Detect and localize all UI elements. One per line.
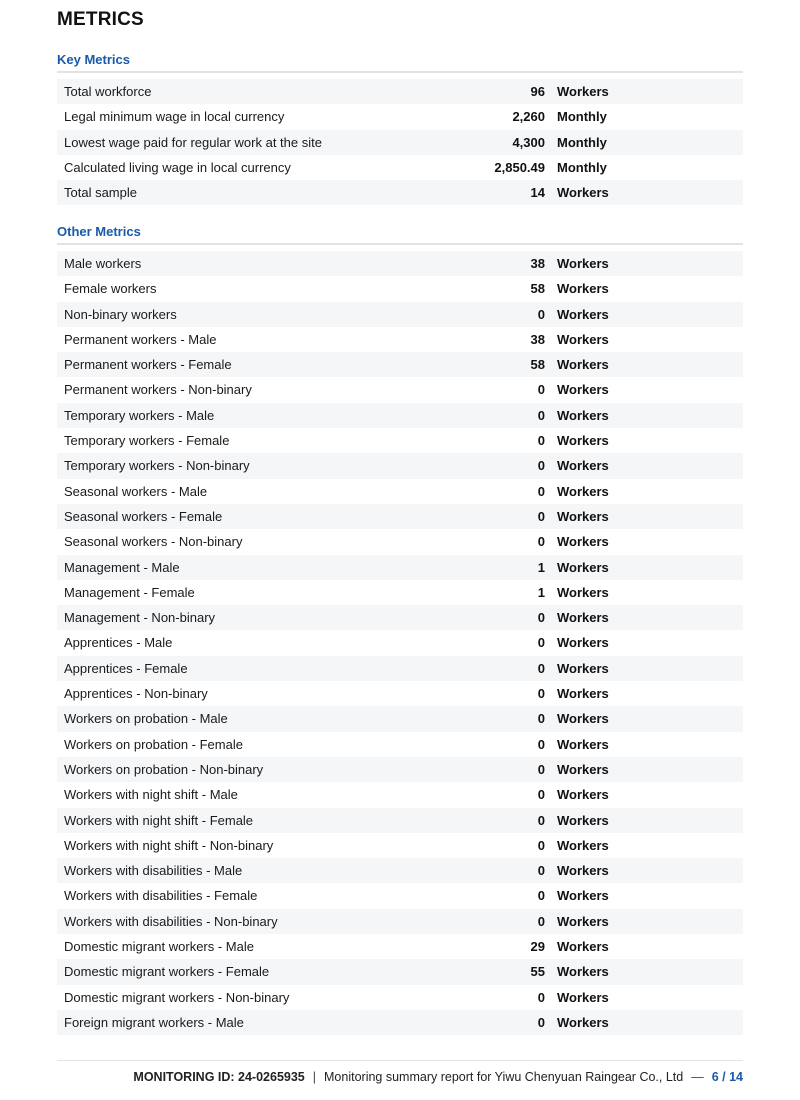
table-row (57, 681, 743, 706)
metric-label: Non-binary workers (64, 306, 177, 322)
metric-label: Management - Non-binary (64, 610, 216, 626)
metric-value: 0 (537, 686, 545, 702)
metric-unit: Workers (557, 610, 609, 626)
table-row (57, 504, 743, 529)
metric-label: Seasonal workers - Non-binary (64, 534, 243, 550)
table-row (57, 706, 743, 731)
metric-value: 0 (537, 863, 545, 879)
metric-unit: Workers (557, 433, 609, 449)
metric-unit: Workers (557, 584, 609, 600)
metric-unit: Workers (557, 939, 609, 955)
metric-value: 1 (537, 559, 545, 575)
metric-unit: Workers (557, 837, 609, 853)
metric-label: Female workers (64, 281, 157, 297)
metric-label: Apprentices - Male (64, 635, 173, 651)
table-row (57, 327, 743, 352)
table-row (57, 985, 743, 1010)
metric-label: Workers with night shift - Female (64, 812, 254, 828)
metric-value: 14 (530, 185, 545, 201)
metric-unit: Workers (557, 559, 609, 575)
metric-unit: Workers (557, 1014, 609, 1030)
metric-unit: Workers (557, 761, 609, 777)
table-row (57, 529, 743, 554)
metric-label: Workers with night shift - Non-binary (64, 837, 274, 853)
metric-value: 96 (530, 84, 545, 99)
metric-value: 58 (530, 357, 545, 373)
page-title: METRICS (57, 9, 144, 30)
other-metrics-divider (57, 243, 743, 245)
table-row (57, 732, 743, 757)
metric-value: 0 (537, 812, 545, 828)
metric-label: Calculated living wage in local currency (64, 159, 291, 175)
metric-unit: Workers (557, 306, 609, 322)
table-row (57, 428, 743, 453)
metric-unit: Workers (557, 812, 609, 828)
other-metrics-heading: Other Metrics (57, 224, 141, 239)
metric-unit: Workers (557, 357, 609, 373)
metric-value: 0 (537, 407, 545, 423)
table-row (57, 605, 743, 630)
metric-value: 0 (537, 635, 545, 651)
metric-label: Workers with disabilities - Female (64, 888, 258, 904)
metric-label: Apprentices - Female (64, 660, 188, 676)
metric-label: Domestic migrant workers - Female (64, 964, 270, 980)
metric-value: 4,300 (512, 134, 545, 150)
metric-value: 0 (537, 433, 545, 449)
key-metrics-divider (57, 71, 743, 73)
metric-value: 0 (537, 382, 545, 398)
metric-label: Workers with disabilities - Male (64, 863, 243, 879)
metric-label: Management - Male (64, 559, 180, 575)
metric-unit: Workers (557, 888, 609, 904)
metric-label: Male workers (64, 256, 142, 271)
table-row (57, 377, 743, 402)
metric-label: Temporary workers - Female (64, 433, 230, 449)
metric-label: Domestic migrant workers - Male (64, 939, 254, 955)
metric-label: Permanent workers - Female (64, 357, 232, 373)
table-row (57, 757, 743, 782)
metric-value: 0 (537, 913, 545, 929)
metric-unit: Workers (557, 185, 609, 201)
table-row (57, 79, 743, 104)
table-row (57, 555, 743, 580)
table-row (57, 276, 743, 301)
footer-dash: — (691, 1070, 704, 1084)
metric-value: 0 (537, 711, 545, 727)
metric-unit: Workers (557, 989, 609, 1005)
metric-value: 0 (537, 508, 545, 524)
table-row (57, 130, 743, 155)
metric-value: 0 (537, 534, 545, 550)
metric-unit: Workers (557, 483, 609, 499)
page-indicator: 6 / 14 (711, 1070, 743, 1084)
metric-unit: Workers (557, 711, 609, 727)
metric-value: 0 (537, 761, 545, 777)
metric-value: 38 (530, 256, 545, 271)
metric-value: 29 (530, 939, 545, 955)
table-row (57, 883, 743, 908)
metric-label: Seasonal workers - Female (64, 508, 223, 524)
key-metrics-table (57, 79, 743, 205)
metric-unit: Workers (557, 635, 609, 651)
metric-label: Total workforce (64, 84, 152, 99)
footer-separator: | (312, 1070, 317, 1084)
metric-unit: Workers (557, 736, 609, 752)
table-row (57, 909, 743, 934)
metric-label: Foreign migrant workers - Male (64, 1014, 244, 1030)
metric-label: Workers with disabilities - Non-binary (64, 913, 278, 929)
metric-value: 0 (537, 989, 545, 1005)
table-row (57, 180, 743, 205)
metric-value: 0 (537, 660, 545, 676)
table-row (57, 251, 743, 276)
metric-value: 0 (537, 306, 545, 322)
table-row (57, 403, 743, 428)
metric-unit: Monthly (557, 109, 607, 125)
metric-label: Temporary workers - Male (64, 407, 215, 423)
metric-unit: Workers (557, 281, 609, 297)
metric-unit: Workers (557, 458, 609, 474)
monitoring-id: MONITORING ID: 24-0265935 (133, 1070, 305, 1084)
table-row (57, 808, 743, 833)
metric-unit: Monthly (557, 159, 607, 175)
table-row (57, 782, 743, 807)
table-row (57, 858, 743, 883)
metric-value: 2,850.49 (494, 159, 545, 175)
metric-unit: Workers (557, 84, 609, 99)
metric-label: Workers on probation - Male (64, 711, 228, 727)
metric-unit: Workers (557, 508, 609, 524)
metric-value: 58 (530, 281, 545, 297)
table-row (57, 630, 743, 655)
metric-unit: Workers (557, 331, 609, 347)
footer-divider (57, 1060, 743, 1061)
metric-label: Lowest wage paid for regular work at the site (64, 134, 322, 150)
metric-value: 0 (537, 787, 545, 803)
other-metrics-table (57, 251, 743, 1035)
metric-value: 0 (537, 837, 545, 853)
page-footer (133, 1070, 743, 1084)
metric-label: Apprentices - Non-binary (64, 686, 208, 702)
table-row (57, 155, 743, 180)
report-description: Monitoring summary report for Yiwu Chenyuan Raingear Co., Ltd (324, 1070, 684, 1084)
table-row (57, 479, 743, 504)
metric-unit: Workers (557, 534, 609, 550)
metric-label: Total sample (64, 185, 137, 201)
metric-value: 55 (530, 964, 545, 980)
metric-value: 2,260 (512, 109, 545, 125)
table-row (57, 580, 743, 605)
metric-unit: Workers (557, 964, 609, 980)
table-row (57, 934, 743, 959)
table-row (57, 656, 743, 681)
metric-unit: Monthly (557, 134, 607, 150)
metric-label: Seasonal workers - Male (64, 483, 208, 499)
metric-value: 0 (537, 458, 545, 474)
table-row (57, 104, 743, 129)
metric-value: 0 (537, 888, 545, 904)
metric-label: Permanent workers - Non-binary (64, 382, 252, 398)
metric-value: 0 (537, 1014, 545, 1030)
metric-label: Domestic migrant workers - Non-binary (64, 989, 290, 1005)
metric-unit: Workers (557, 863, 609, 879)
metric-unit: Workers (557, 686, 609, 702)
metric-label: Workers on probation - Female (64, 736, 243, 752)
table-row (57, 302, 743, 327)
metric-unit: Workers (557, 787, 609, 803)
metric-value: 38 (530, 331, 545, 347)
metric-unit: Workers (557, 407, 609, 423)
metric-value: 1 (537, 584, 545, 600)
metric-unit: Workers (557, 660, 609, 676)
metric-label: Management - Female (64, 584, 195, 600)
table-row (57, 959, 743, 984)
key-metrics-heading: Key Metrics (57, 52, 130, 67)
metric-label: Workers with night shift - Male (64, 787, 238, 803)
metric-unit: Workers (557, 256, 609, 271)
metric-unit: Workers (557, 382, 609, 398)
table-row (57, 1010, 743, 1035)
table-row (57, 352, 743, 377)
metric-value: 0 (537, 736, 545, 752)
table-row (57, 453, 743, 478)
metric-label: Temporary workers - Non-binary (64, 458, 250, 474)
metric-label: Workers on probation - Non-binary (64, 761, 264, 777)
metric-label: Legal minimum wage in local currency (64, 109, 285, 125)
metric-label: Permanent workers - Male (64, 331, 217, 347)
metric-value: 0 (537, 483, 545, 499)
metric-unit: Workers (557, 913, 609, 929)
metric-value: 0 (537, 610, 545, 626)
table-row (57, 833, 743, 858)
